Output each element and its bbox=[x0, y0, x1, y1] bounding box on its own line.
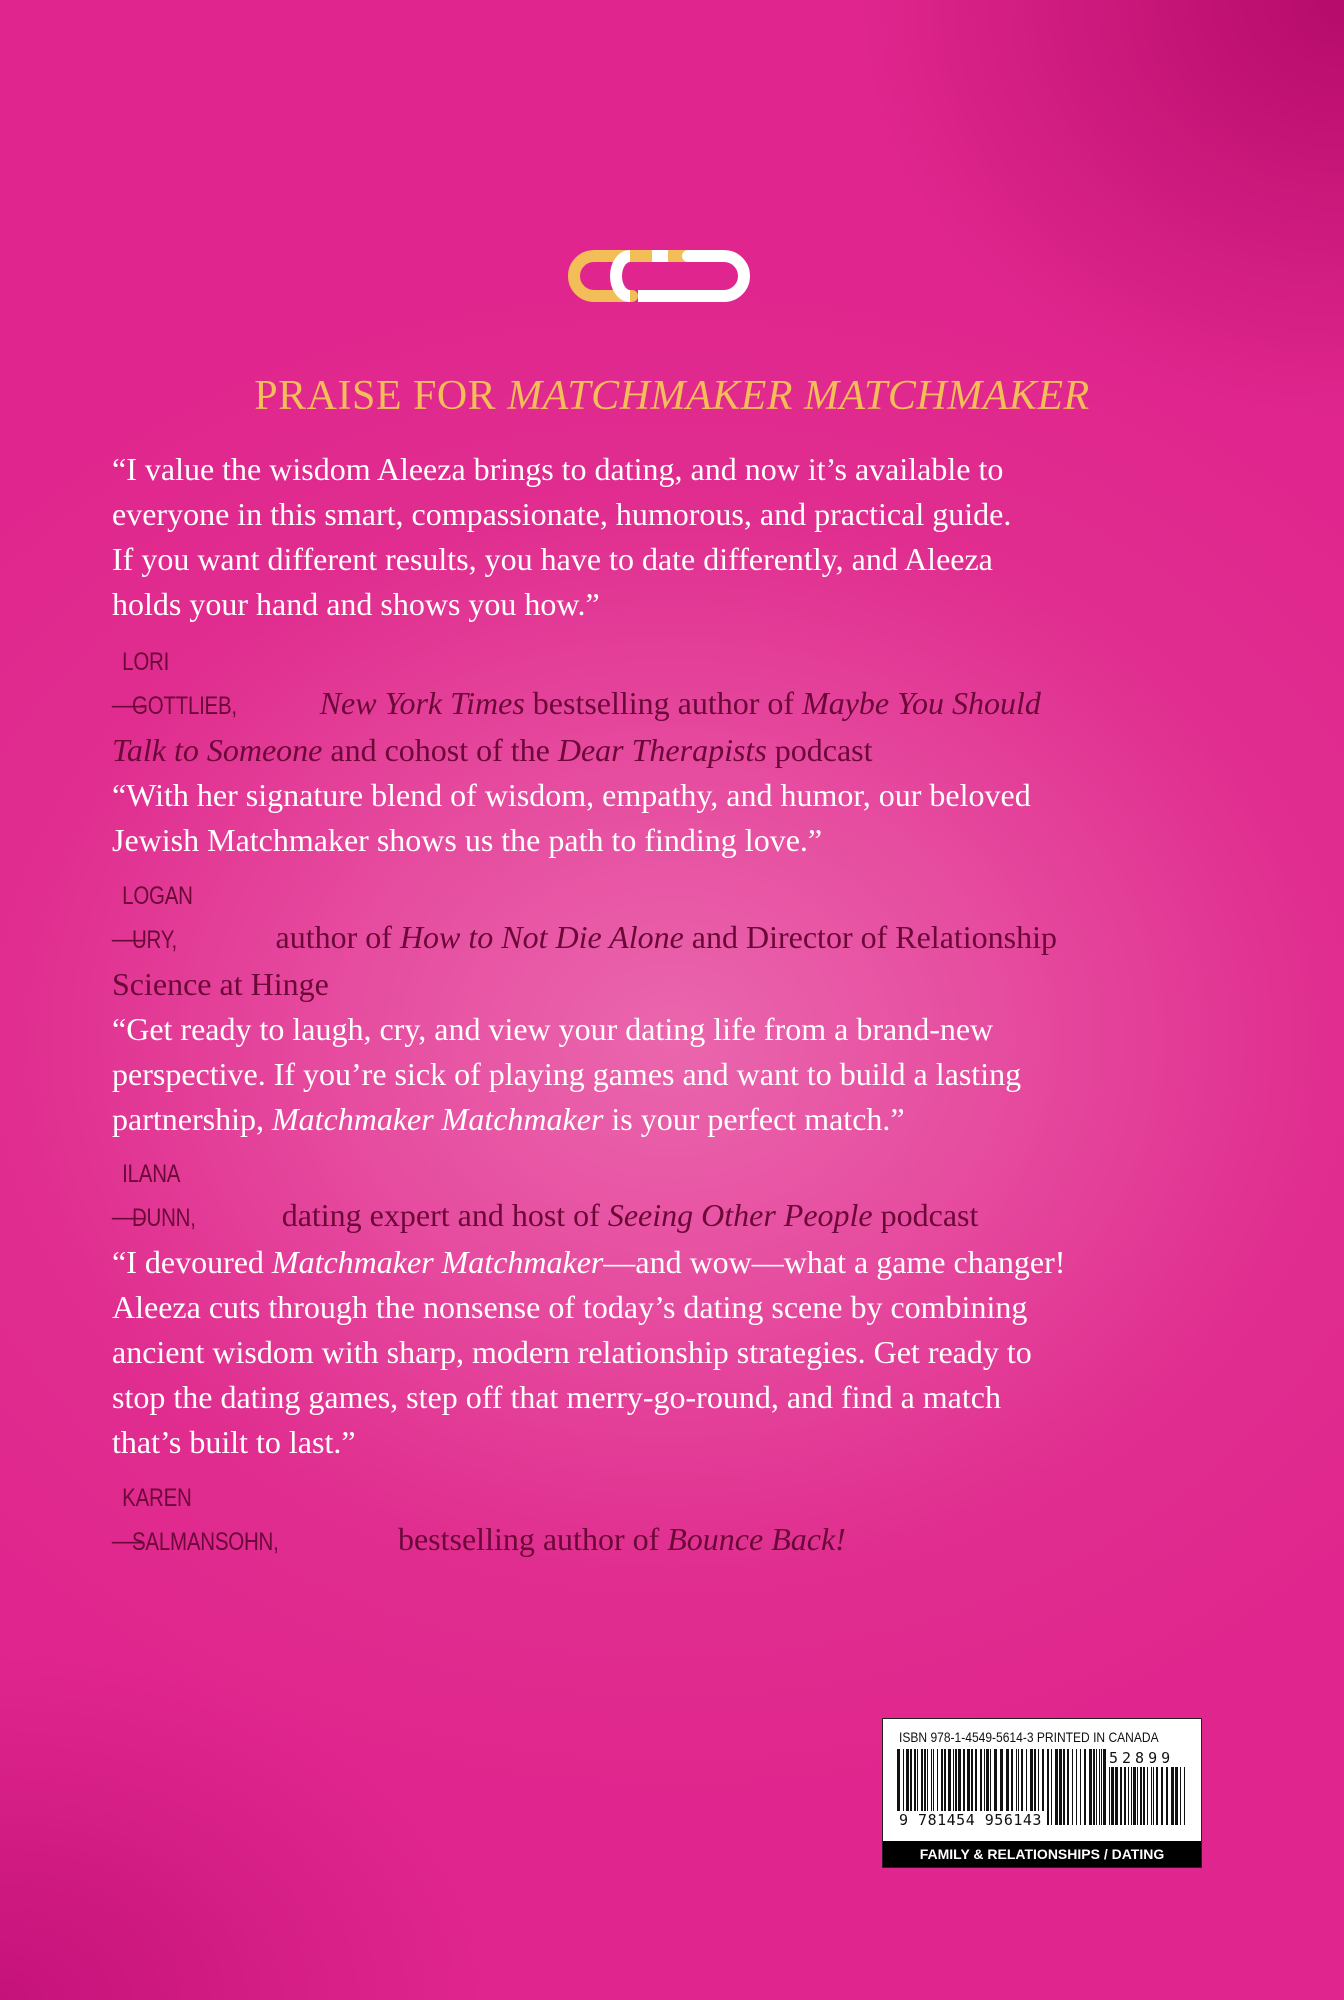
attribution-name: KAREN SALMANSOHN, bbox=[122, 1484, 279, 1556]
interlocking-rings-icon bbox=[568, 250, 750, 302]
attribution-gottlieb: —LORI GOTTLIEB, New York Times bestselling author of Maybe You Should Talk to Someone and cohost of the Dear Therapists podcast bbox=[112, 640, 1204, 772]
attribution-name: LOGAN URY, bbox=[122, 882, 193, 954]
barcode-addon-icon bbox=[1109, 1767, 1185, 1825]
isbn-digits: 9 781454 956143 bbox=[899, 1811, 1042, 1829]
isbn-text: ISBN 978-1-4549-5614-3 PRINTED IN CANADA bbox=[899, 1729, 1159, 1745]
praise-heading: PRAISE FOR MATCHMAKER MATCHMAKER bbox=[254, 373, 1090, 419]
attribution-name: LORI GOTTLIEB, bbox=[122, 648, 237, 720]
quote-ury: “With her signature blend of wisdom, empathy, and humor, our beloved Jewish Matchmaker shows us the path to finding love.” bbox=[112, 777, 1031, 858]
quote-salmansohn: “I devoured Matchmaker Matchmaker—and wow—what a game changer! Aleeza cuts through the nonsense of today’s dating scene by combining ancient wisdom with sharp, modern relationship strategies. Get ready to stop the dating games, step off that merry-go-round, and find a match that’s built to last.” bbox=[112, 1244, 1066, 1460]
isbn-barcode-box bbox=[882, 1718, 1202, 1868]
attribution-ury: —LOGAN URY, author of How to Not Die Alone and Director of Relationship Science at Hinge bbox=[112, 874, 1204, 1006]
attribution-dunn: —ILANA DUNN, dating expert and host of Seeing Other People podcast bbox=[112, 1152, 1204, 1240]
category-label: FAMILY & RELATIONSHIPS / DATING bbox=[883, 1841, 1201, 1867]
price-code: 52899 bbox=[1109, 1749, 1175, 1767]
quote-gottlieb: “I value the wisdom Aleeza brings to dating, and now it’s available to everyone in this smart, compassionate, humorous, and practical guide. If you want different results, you have to date differently, and Aleeza holds your hand and shows you how.” bbox=[112, 451, 1012, 622]
attribution-name: ILANA DUNN, bbox=[122, 1160, 196, 1232]
attribution-salmansohn: —KAREN SALMANSOHN, bestselling author of Bounce Back! bbox=[112, 1476, 1204, 1564]
quote-dunn: “Get ready to laugh, cry, and view your dating life from a brand-new perspective. If you’re sick of playing games and want to build a lasting partnership, Matchmaker Matchmaker is your perfect match.” bbox=[112, 1011, 1022, 1137]
